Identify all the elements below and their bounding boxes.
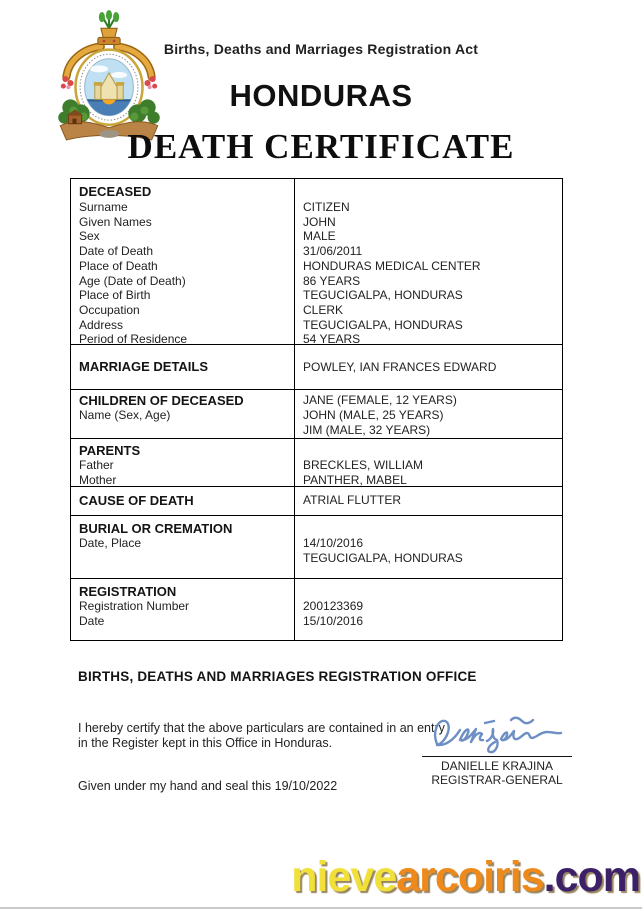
marriage-title: MARRIAGE DETAILS: [79, 359, 209, 374]
field-label: Mother: [79, 472, 117, 487]
field-value: 86 YEARS: [303, 273, 361, 288]
registrar-signature-icon: [422, 712, 572, 756]
field-value: CITIZEN: [303, 200, 350, 214]
field-value: 15/10/2016: [303, 614, 364, 628]
field-value: 200123369: [303, 599, 364, 613]
parents-title: PARENTS: [79, 443, 141, 458]
registration-title: REGISTRATION: [79, 584, 177, 599]
field-label: Given Names: [79, 214, 152, 229]
field-value: HONDURAS MEDICAL CENTER: [303, 258, 481, 273]
field-value: POWLEY, IAN FRANCES EDWARD: [303, 359, 497, 374]
bottom-divider: [0, 907, 642, 909]
cause-title: CAUSE OF DEATH: [79, 493, 194, 508]
field-value: 14/10/2016: [303, 536, 364, 550]
field-value: JOHN (MALE, 25 YEARS): [303, 408, 444, 422]
field-value: TEGUCIGALPA, HONDURAS: [303, 551, 463, 565]
registrar-name: DANIELLE KRAJINA: [440, 759, 554, 773]
country-title: HONDURAS: [229, 78, 413, 113]
field-value: ATRIAL FLUTTER: [303, 493, 402, 507]
field-value: 31/06/2011: [303, 244, 363, 259]
field-value: 54 YEARS: [303, 332, 361, 347]
field-label: Place of Birth: [79, 288, 151, 303]
signature-block: [408, 712, 586, 787]
watermark-segment: .com: [543, 853, 640, 901]
watermark-segment: arcoiris: [396, 853, 544, 901]
children-title: CHILDREN OF DECEASED: [79, 393, 244, 408]
certification-statement: [78, 721, 445, 751]
document-title: DEATH CERTIFICATE: [127, 127, 515, 166]
site-watermark: [291, 853, 640, 902]
field-label: Surname: [79, 200, 128, 214]
field-value: BRECKLES, WILLIAM: [303, 458, 424, 472]
field-value: JOHN: [303, 214, 336, 229]
field-label: Registration Number: [79, 599, 190, 613]
section-parents: [71, 438, 562, 486]
section-burial-or-cremation: [71, 515, 562, 578]
field-value: TEGUCIGALPA, HONDURAS: [303, 317, 463, 332]
seal-statement: Given under my hand and seal this 19/10/2022: [78, 779, 338, 793]
field-label: Address: [79, 317, 124, 332]
burial-title: BURIAL OR CREMATION: [79, 521, 233, 536]
field-label: Age (Date of Death): [79, 273, 186, 288]
field-label: Father: [79, 458, 114, 472]
field-label: Period of Residence: [79, 332, 188, 347]
field-label: Place of Death: [79, 258, 158, 273]
field-value: JIM (MALE, 32 YEARS): [303, 423, 431, 437]
field-label: Name (Sex, Age): [79, 408, 171, 422]
registration-office-heading: BIRTHS, DEATHS AND MARRIAGES REGISTRATION OFFICE: [78, 669, 477, 684]
deceased-title: DECEASED: [79, 184, 152, 199]
field-label: Sex: [79, 229, 100, 244]
field-value: CLERK: [303, 302, 344, 317]
field-value: JANE (FEMALE, 12 YEARS): [303, 393, 457, 407]
section-marriage-details: [71, 344, 562, 389]
registrar-title: REGISTRAR-GENERAL: [431, 773, 563, 787]
section-registration: [71, 578, 562, 640]
honduras-coat-of-arms-icon: [56, 10, 162, 144]
field-value: MALE: [303, 229, 336, 244]
field-value: PANTHER, MABEL: [303, 472, 407, 487]
certification-line: I hereby certify that the above particulars are contained in an entry: [78, 721, 445, 735]
signature-rule: [422, 756, 572, 757]
section-cause-of-death: [71, 486, 562, 515]
watermark-segment: nieve: [291, 853, 397, 901]
field-label: Date, Place: [79, 536, 142, 550]
field-label: Date of Death: [79, 244, 154, 259]
certification-line: in the Register kept in this Office in Honduras.: [78, 736, 333, 750]
certificate-table: [70, 178, 563, 641]
field-label: Occupation: [79, 302, 140, 317]
field-value: TEGUCIGALPA, HONDURAS: [303, 288, 463, 303]
act-title: Births, Deaths and Marriages Registration Act: [163, 41, 479, 57]
field-label: Date: [79, 614, 105, 628]
section-children: [71, 389, 562, 438]
section-deceased: [71, 179, 562, 347]
